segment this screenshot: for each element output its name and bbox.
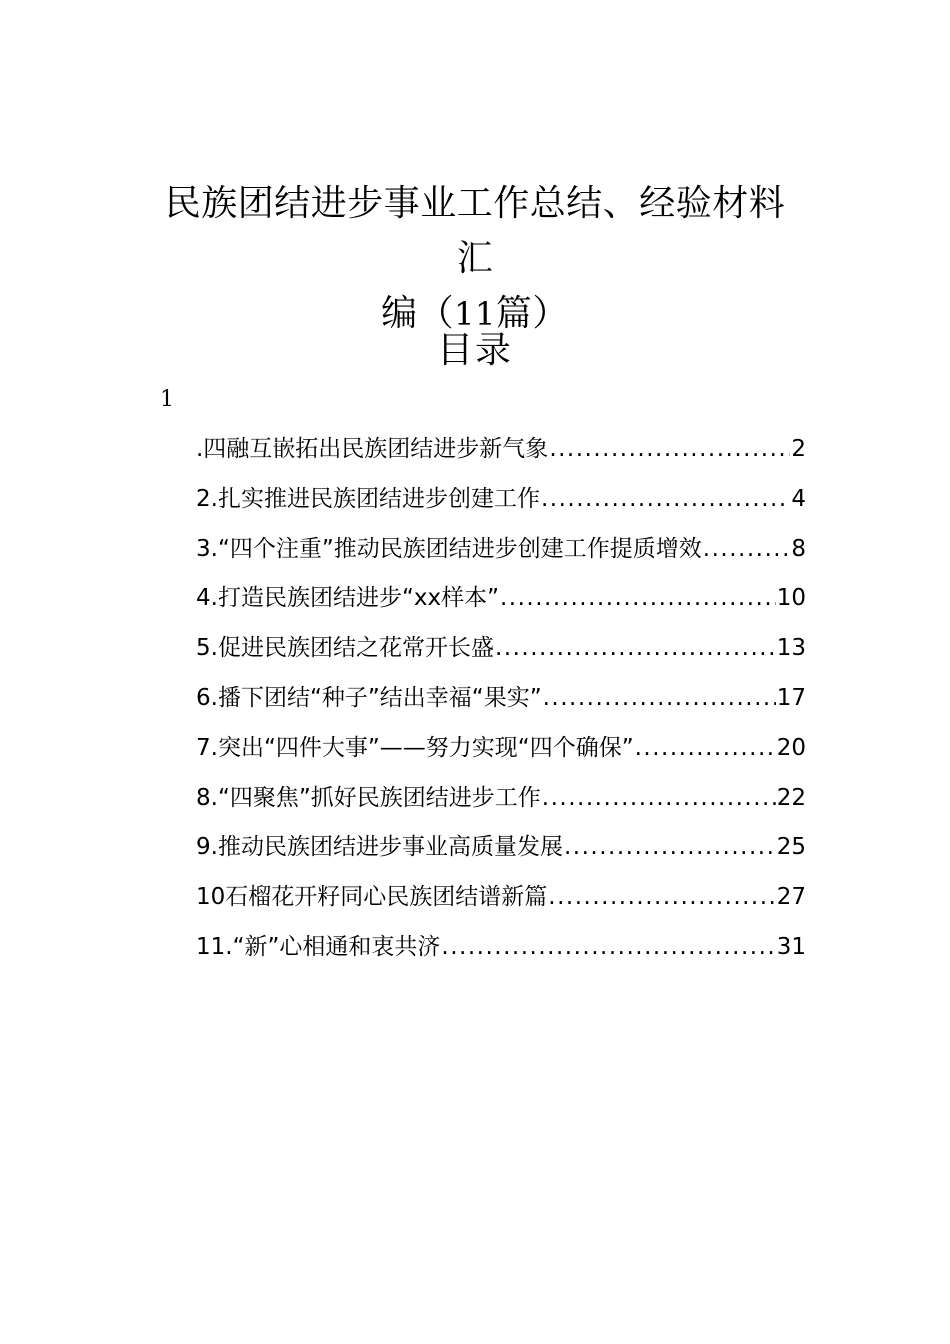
toc-entry-5[interactable]: [196, 628, 806, 678]
toc-entry-8[interactable]: [196, 778, 806, 828]
toc-entry-label: 3.“四个注重”推动民族团结进步创建工作提质增效: [196, 535, 702, 562]
title-line-2-prefix: 编（: [381, 293, 455, 334]
toc-entry-label: 4.打造民族团结进步“xx样本”: [196, 585, 499, 612]
toc-leader-dots: [441, 927, 775, 967]
toc-entry-page: 2: [791, 436, 806, 462]
title-count: 11: [454, 295, 496, 333]
toc-entry-9[interactable]: [196, 827, 806, 877]
toc-entry-page: 27: [776, 884, 806, 911]
toc-leader-dots: [495, 628, 776, 668]
title-line-1: 民族团结进步事业工作总结、经验材料汇: [164, 183, 786, 279]
toc-entry-6[interactable]: [196, 678, 806, 728]
toc-entry-page: 20: [776, 734, 806, 761]
toc-entry-label: 10石榴花开籽同心民族团结谱新篇: [196, 884, 548, 911]
toc-entry-1[interactable]: [196, 429, 806, 479]
toc-leader-dots: [542, 778, 776, 818]
toc-entry-page: 10: [776, 585, 806, 612]
toc-entry-3[interactable]: [196, 529, 806, 579]
toc-leader-dots: [564, 827, 776, 867]
toc-entry-label: .四融互嵌拓出民族团结进步新气象: [196, 436, 549, 462]
table-of-contents: [196, 429, 806, 977]
toc-entry-label: 6.播下团结“种子”结出幸福“果实”: [196, 684, 542, 711]
toc-entry-label: 2.扎实推进民族团结进步创建工作: [196, 485, 540, 512]
toc-entry-label: 11.“新”心相通和衷共济: [196, 933, 441, 960]
page-marker: 1: [160, 387, 174, 412]
toc-entry-label: 5.促进民族团结之花常开长盛: [196, 635, 494, 662]
toc-entry-page: 22: [776, 784, 806, 811]
toc-leader-dots: [543, 678, 776, 718]
toc-entry-page: 25: [776, 834, 806, 861]
toc-leader-dots: [549, 429, 790, 469]
toc-leader-dots: [703, 529, 791, 569]
title-line-2-suffix: 篇）: [495, 293, 569, 334]
toc-entry-page: 13: [776, 635, 806, 662]
toc-entry-label: 9.推动民族团结进步事业高质量发展: [196, 834, 563, 861]
toc-entry-page: 31: [776, 933, 806, 960]
toc-entry-page: 8: [791, 535, 806, 562]
toc-entry-7[interactable]: [196, 728, 806, 778]
toc-entry-4[interactable]: [196, 578, 806, 628]
toc-entry-2[interactable]: [196, 479, 806, 529]
toc-leader-dots: [500, 578, 776, 618]
toc-entry-label: 7.突出“四件大事”——努力实现“四个确保”: [196, 734, 634, 761]
toc-entry-page: 4: [791, 485, 806, 512]
toc-entry-page: 17: [776, 684, 806, 711]
document-title: [150, 176, 800, 342]
toc-leader-dots: [541, 479, 790, 519]
toc-leader-dots: [635, 728, 776, 768]
toc-entry-label: 8.“四聚焦”抓好民族团结进步工作: [196, 784, 541, 811]
toc-heading: 目录: [436, 330, 513, 371]
toc-entry-10[interactable]: [196, 877, 806, 927]
toc-entry-11[interactable]: [196, 927, 806, 977]
toc-leader-dots: [548, 877, 775, 917]
